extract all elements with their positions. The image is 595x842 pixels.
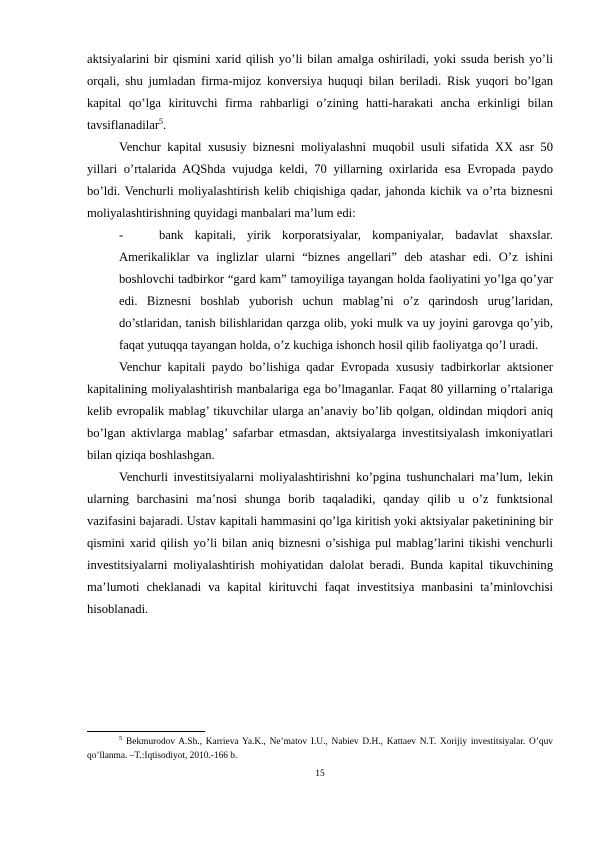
- paragraph-4: Venchur kapitali paydo bo’lishiga qadar Evropada xususiy tadbirkorlar aktsioner kapitalining moliyalashtirish manbalariga ega bo’lmaganlar. Faqat 80 yillarning o’rtalariga kelib evropalik mablag’ tikuvchilar ularga an’anaviy bo’lib qolgan, oldindan miqdori aniq bo’lgan aktivlarga mablag’ safarbar etmasdan, aktsiyalarga investitsiyalash imkoniyatlari bilan qiziqa boshlashgan.: [87, 360, 553, 462]
- paragraph-5: Venchurli investitsiyalarni moliyalashtirishni ko’pgina tushunchalari ma’lum, lekin ularning barchasini ma’nosi shunga borib taqaladiki, qanday qilib u o’z funktsional vazifasini bajaradi. Ustav kapitali hammasini qo’lga kiritish yoki aktsiyalar paketinining bir qismini xarid qilish yo’li bilan aniq biznesni o’sishiga pul mablag’larini tikishi venchurli investitsiyalarni moliyalashtirish mohiyatidan dalolat beradi. Bunda kapital tikuvchining ma’lumoti cheklanadi va kapital kirituvchi faqat investitsiya manbasini ta’minlovchisi hisoblanadi.: [87, 470, 553, 616]
- footnote-reference: 5: [159, 116, 164, 126]
- paragraph-1-end: .: [163, 118, 167, 132]
- paragraph-2: Venchur kapital xususiy biznesni moliyalashni muqobil usuli sifatida XX asr 50 yillari o’rtalarida AQShda vujudga keldi, 70 yillarning oxirlarida esa Evropada paydo bo’ldi. Venchurli moliyalashtirish kelib chiqishiga qadar, jahonda kichik va o’rta biznesni moliyalashtirishning quyidagi manbalari ma’lum edi:: [87, 140, 553, 220]
- list-dash: -: [119, 228, 124, 242]
- footnote-separator: [87, 731, 205, 732]
- footnote: [87, 736, 553, 763]
- paragraph-3-text: bank kapitali, yirik korporatsiyalar, kompaniyalar, badavlat shaxslar. Amerikaliklar va inglizlar ularni “biznes angellari” deb atashar edi. O’z ishini boshlovchi tadbirkor “gard kam” tamoyiliga tayangan holda faoliyatini yo’lga qo’yar edi. Biznesni boshlab yuborish uchun mablag’ni o’z qarindosh urug’laridan, do’stlaridan, tanish bilishlaridan qarzga olib, yoki mulk va uy joyini garovga qo’yib, faqat yutuqqa tayangan holda, o’z kuchiga ishonch hosil qilib faoliyatga qo’l uradi.: [119, 228, 553, 352]
- paragraph-1: [87, 48, 553, 136]
- footnote-text: Bekmurodov A.Sh., Karrieva Ya.K., Ne’matov I.U., Nabiev D.H., Kattaev N.T. Xorijiy investitsiyalar. O’quv qo’llanma. –T.:Iqtisodiyot, 2010.-166 b.: [87, 737, 553, 761]
- paragraph-1-text: aktsiyalarini bir qismini xarid qilish yo’li bilan amalga oshiriladi, yoki ssuda berish yo’li orqali, shu jumladan firma-mijoz konversiya huquqi bilan beriladi. Risk yuqori bo’lgan kapital qo’lga kirituvchi firma rahbarligi o’zining hatti-harakati ancha erkinligi bilan tavsiflanadilar: [87, 52, 553, 132]
- body-text: [87, 48, 553, 620]
- paragraph-3-list-item: [87, 224, 553, 356]
- page-number: 15: [315, 769, 325, 779]
- footnote-number: 5: [119, 734, 123, 742]
